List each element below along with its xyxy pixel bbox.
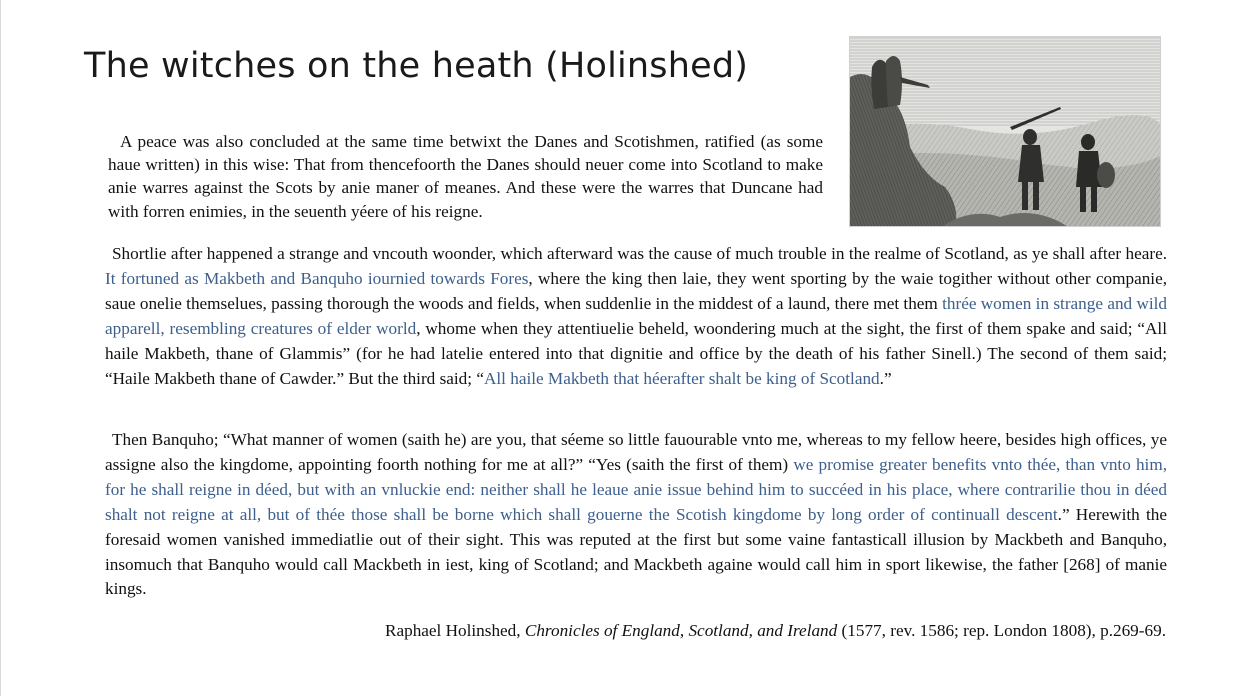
highlighted-quote: It fortuned as Makbeth and Banquho iournied towards Fores xyxy=(105,268,529,288)
highlighted-quote: thrée women in strange and wild apparell, resembling creatures of elder world xyxy=(105,293,1168,338)
paragraph-meeting-the-witches xyxy=(105,242,1167,391)
citation-details: (1577, rev. 1586; rep. London 1808), p.269-69. xyxy=(837,621,1166,640)
slide-title: The witches on the heath (Holinshed) xyxy=(84,46,749,86)
citation-author: Raphael Holinshed, xyxy=(385,621,525,640)
paragraph-text: A peace was also concluded at the same time betwixt the Danes and Scotishmen, ratified (as some haue written) in this wise: That from thencefoorth the Danes should neuer come into Scotland to make anie warres against the Scots by anie maner of meanes. And these were the warres that Duncane had with forren enimies, in the seuenth yéere of his reigne. xyxy=(108,132,823,221)
engraving-witches-on-heath-image xyxy=(849,36,1161,227)
highlighted-quote: we promise greater benefits vnto thée, than vnto him, for he shall reigne in déed, but with an vnluckie end: neither shall he leaue anie issue behind him to succéed in his place, where contrarilie thou in déed shalt not reigne at all, but of thée those shall be borne which shall gouerne the Scotish kingdome by long order of continuall descent xyxy=(105,454,1168,524)
citation-work-title: Chronicles of England, Scotland, and Ireland xyxy=(524,621,838,640)
highlighted-quote: All haile Makbeth that héerafter shalt be king of Scotland xyxy=(483,368,880,388)
paragraph-text: .” Herewith the foresaid women vanished immediatlie out of their sight. This was reputed at the first but some vaine fantasticall illusion by Mackbeth and Banquho, insomuch that Banquho would call Mackbeth in iest, king of Scotland; and Mackbeth againe would call him in sport likewise, the father [268] of manie kings. xyxy=(105,504,1168,599)
paragraph-peace-with-danes xyxy=(108,130,823,223)
paragraph-text: , whome when they attentiuelie beheld, woondering much at the sight, the first of them spake and said; “All haile Makbeth, thane of Glammis” (for he had latelie entered into that dignitie and office by the death of his father Sinell.) The second of them said; “Haile Makbeth thane of Cawder.” But the third said; “ xyxy=(105,318,1167,388)
paragraph-text: Then Banquho; “What manner of women (saith he) are you, that séeme so little fauourable vnto me, whereas to my fellow heere, besides high offices, ye assigne also the kingdome, appointing foorth nothing for me at all?” “Yes (saith the first of them) xyxy=(105,430,1167,474)
paragraph-text: .” xyxy=(879,368,892,388)
paragraph-text: , where the king then laie, they went sporting by the waie togither without other companie, saue onelie themselues, passing thorough the woods and fields, when suddenlie in the middest of a laund, there met them xyxy=(105,268,1167,313)
source-citation xyxy=(385,619,1166,643)
paragraph-text: Shortlie after happened a strange and vncouth woonder, which afterward was the cause of much trouble in the realme of Scotland, as ye shall after heare. xyxy=(112,244,1167,263)
paragraph-banquho-prophecy xyxy=(105,428,1167,602)
